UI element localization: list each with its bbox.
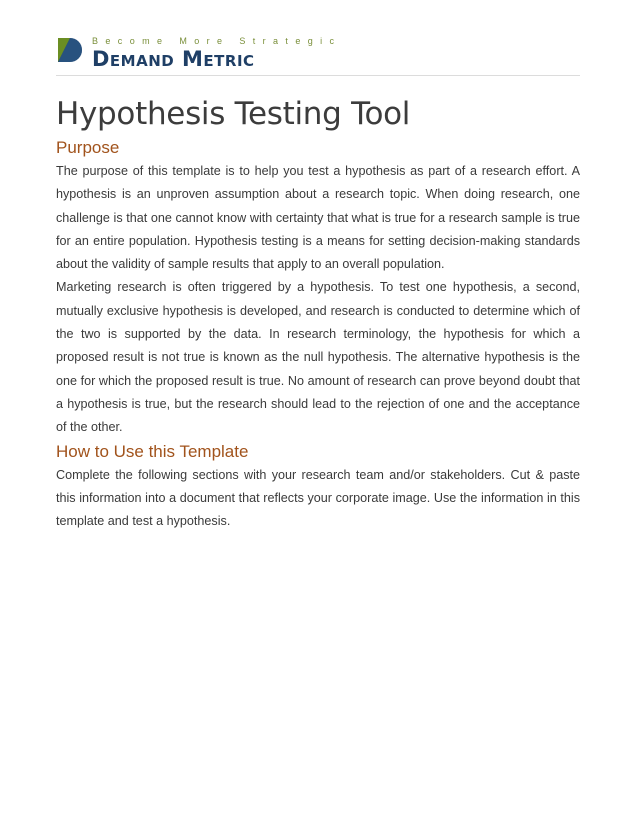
demand-metric-logo-icon (56, 36, 84, 64)
document-body (56, 92, 580, 533)
brand-name: Demand Metric (92, 47, 255, 71)
document-header (56, 28, 580, 72)
how-to-use-paragraph: Complete the following sections with your research team and/or stakeholders. Cut & paste this information into a document that reflects your corporate image. Use the information in this template and test a hypothesis. (56, 467, 580, 529)
header-divider (56, 75, 580, 76)
purpose-paragraph-2: Marketing research is often triggered by a hypothesis. To test one hypothesis, a second, mutually exclusive hypothesis is developed, and research is conducted to determine which of the two is supported by the data. In research terminology, the hypothesis for which a proposed result is not true is known as the null hypothesis. The alternative hypothesis is the one for which the proposed result is true. No amount of research can prove beyond doubt that a hypothesis is true, but the research should lead to the rejection of one and the acceptance of the other. (56, 280, 580, 435)
section-heading-purpose: Purpose (56, 138, 120, 157)
document-title: Hypothesis Testing Tool (56, 96, 411, 132)
purpose-paragraph-1: The purpose of this template is to help you test a hypothesis as part of a research effort. A hypothesis is an unproven assumption about a research topic. When doing research, one challenge is that one cannot know with certainty that what is true for a research sample is true for an entire population. Hypothesis testing is a means for setting decision-making standards about the validity of sample results that apply to an overall population. (56, 164, 580, 272)
section-heading-how-to-use: How to Use this Template (56, 441, 249, 461)
brand-tagline: Become More Strategic (92, 36, 342, 46)
